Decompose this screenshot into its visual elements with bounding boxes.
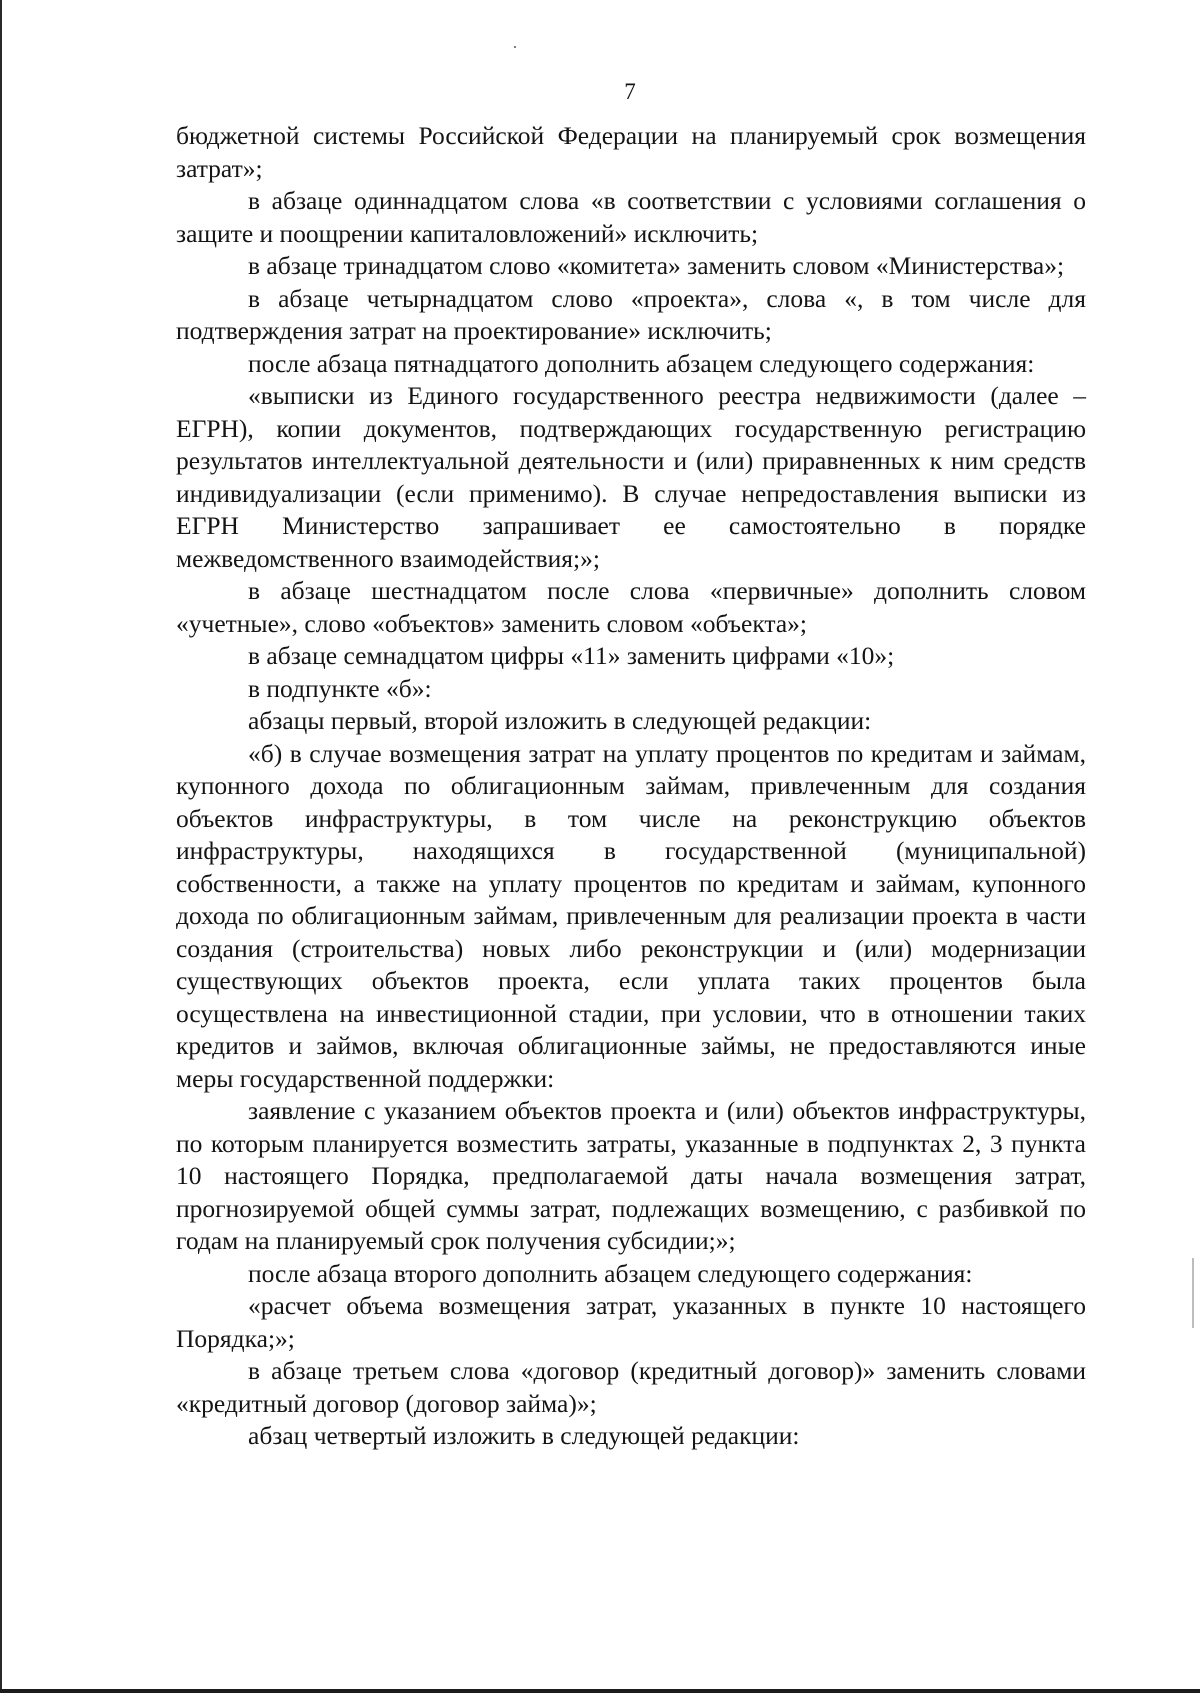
scan-right-mark (1192, 1258, 1194, 1328)
paragraph: в абзаце тринадцатом слово «комитета» заменить словом «Министерства»; (248, 251, 1065, 280)
paragraph: абзацы первый, второй изложить в следующей редакции: (248, 706, 872, 735)
paragraph: в абзаце семнадцатом цифры «11» заменить цифрами «10»; (248, 641, 895, 670)
paragraph: «б) в случае возмещения затрат на уплату процентов по кредитам и займам, купонного дохода по облигационным займам, привлеченным для создания объектов инфраструктуры, в том числе на реконструкцию объектов инфраструктуры, находящихся в государственной (муниципальной) собственности, а также на уплату процентов по кредитам и займам, купонного дохода по облигационным займам, привлеченным для реализации проекта в части создания (строительства) новых либо реконструкции и (или) модернизации существующих объектов проекта, если уплата таких процентов была осуществлена на инвестиционной стадии, при условии, что в отношении таких кредитов и займов, включая облигационные займы, не предоставляются иные меры государственной поддержки: (176, 738, 1086, 1093)
paragraph: заявление с указанием объектов проекта и (или) объектов инфраструктуры, по которым планируется возместить затраты, указанные в подпунктах 2, 3 пункта 10 настоящего Порядка, предполагаемой даты начала возмещения затрат, прогнозируемой общей суммы затрат, подлежащих возмещению, с разбивкой по годам на планируемый срок получения субсидии;»; (176, 1096, 1086, 1255)
scan-left-edge (0, 0, 2, 1693)
paragraph: в подпункте «б»: (248, 673, 432, 703)
paragraph: «расчет объема возмещения затрат, указанных в пункте 10 настоящего Порядка;»; (176, 1291, 1086, 1353)
scan-bottom-edge (0, 1689, 1200, 1693)
paragraph: в абзаце четырнадцатом слово «проекта», слова «, в том числе для подтверждения затрат на проектирование» исключить; (176, 283, 1086, 345)
paragraph: в абзаце одиннадцатом слова «в соответствии с условиями соглашения о защите и поощрении капиталовложений» исключить; (176, 186, 1086, 248)
document-body (176, 120, 1086, 1453)
page-number: 7 (624, 79, 636, 104)
paragraph: после абзаца пятнадцатого дополнить абзацем следующего содержания: (248, 348, 1035, 378)
paragraph: в абзаце шестнадцатом после слова «первичные» дополнить словом «учетные», слово «объектов» заменить словом «объекта»; (176, 576, 1086, 638)
paragraph: после абзаца второго дополнить абзацем следующего содержания: (248, 1258, 973, 1288)
paragraph: бюджетной системы Российской Федерации на планируемый срок возмещения затрат»; (176, 121, 1086, 183)
scan-speck (514, 46, 516, 48)
paragraph: абзац четвертый изложить в следующей редакции: (248, 1421, 800, 1450)
paragraph: в абзаце третьем слова «договор (кредитный договор)» заменить словами «кредитный договор (договор займа)»; (176, 1356, 1086, 1418)
paragraph: «выписки из Единого государственного реестра недвижимости (далее – ЕГРН), копии документов, подтверждающих государственную регистрацию результатов интеллектуальной деятельности и (или) приравненных к ним средств индивидуализации (если применимо). В случае непредоставления выписки из ЕГРН Министерство запрашивает ее самостоятельно в порядке межведомственного взаимодействия;»; (176, 381, 1086, 573)
